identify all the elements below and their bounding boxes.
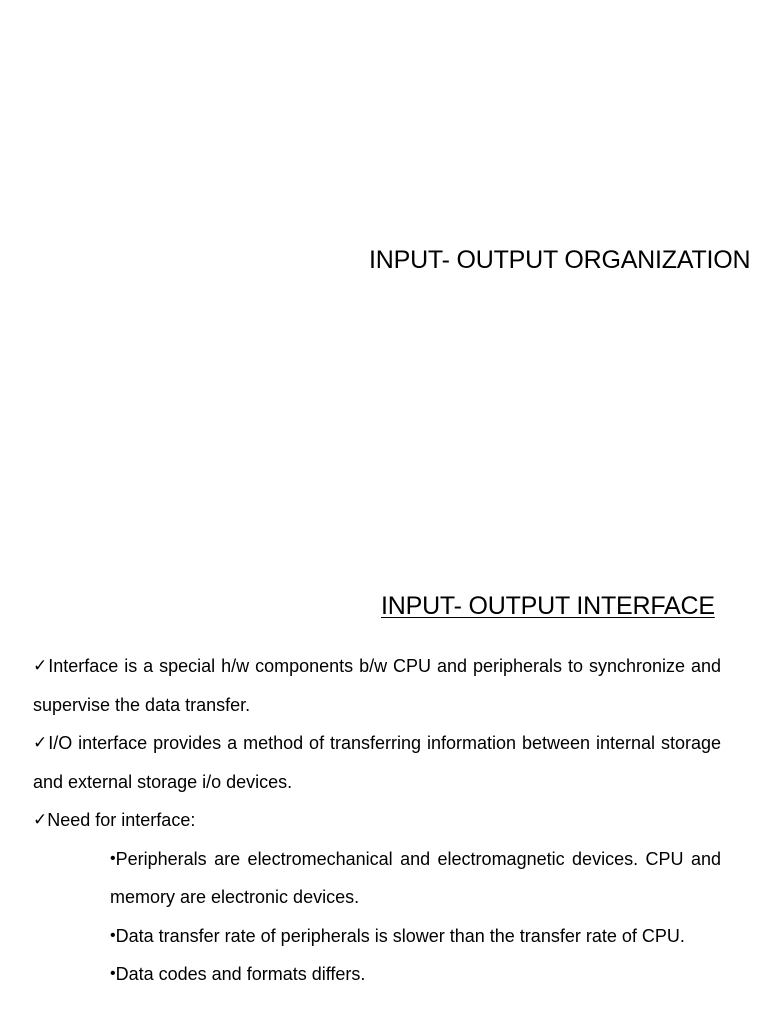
checkmark-icon: ✓ xyxy=(33,733,49,752)
list-item xyxy=(33,801,721,840)
list-item-text: Interface is a special h/w components b/w CPU and peripherals to synchronize and supervise the data transfer. xyxy=(33,656,721,715)
list-item xyxy=(33,724,721,801)
interface-points-list xyxy=(33,647,721,994)
bullet-icon: • xyxy=(110,849,116,867)
checkmark-icon: ✓ xyxy=(33,656,49,675)
sub-list-item xyxy=(110,955,721,994)
section-heading: INPUT- OUTPUT INTERFACE xyxy=(381,592,715,620)
sub-list-item xyxy=(110,840,721,917)
sub-list-item-text: Data codes and formats differs. xyxy=(115,964,366,984)
list-item-text: Need for interface: xyxy=(47,810,196,830)
list-item-text: I/O interface provides a method of transferring information between internal storage and external storage i/o devices. xyxy=(33,733,722,792)
bullet-icon: • xyxy=(110,926,116,944)
bullet-icon: • xyxy=(110,965,116,982)
sub-list-item xyxy=(110,917,721,956)
sub-list-item-text: Data transfer rate of peripherals is slower than the transfer rate of CPU. xyxy=(115,925,685,946)
checkmark-icon: ✓ xyxy=(33,810,48,829)
list-item xyxy=(33,647,721,724)
sub-list-item-text: Peripherals are electromechanical and electromagnetic devices. CPU and memory are electronic devices. xyxy=(110,848,721,907)
page-title: INPUT- OUTPUT ORGANIZATION xyxy=(369,246,751,274)
